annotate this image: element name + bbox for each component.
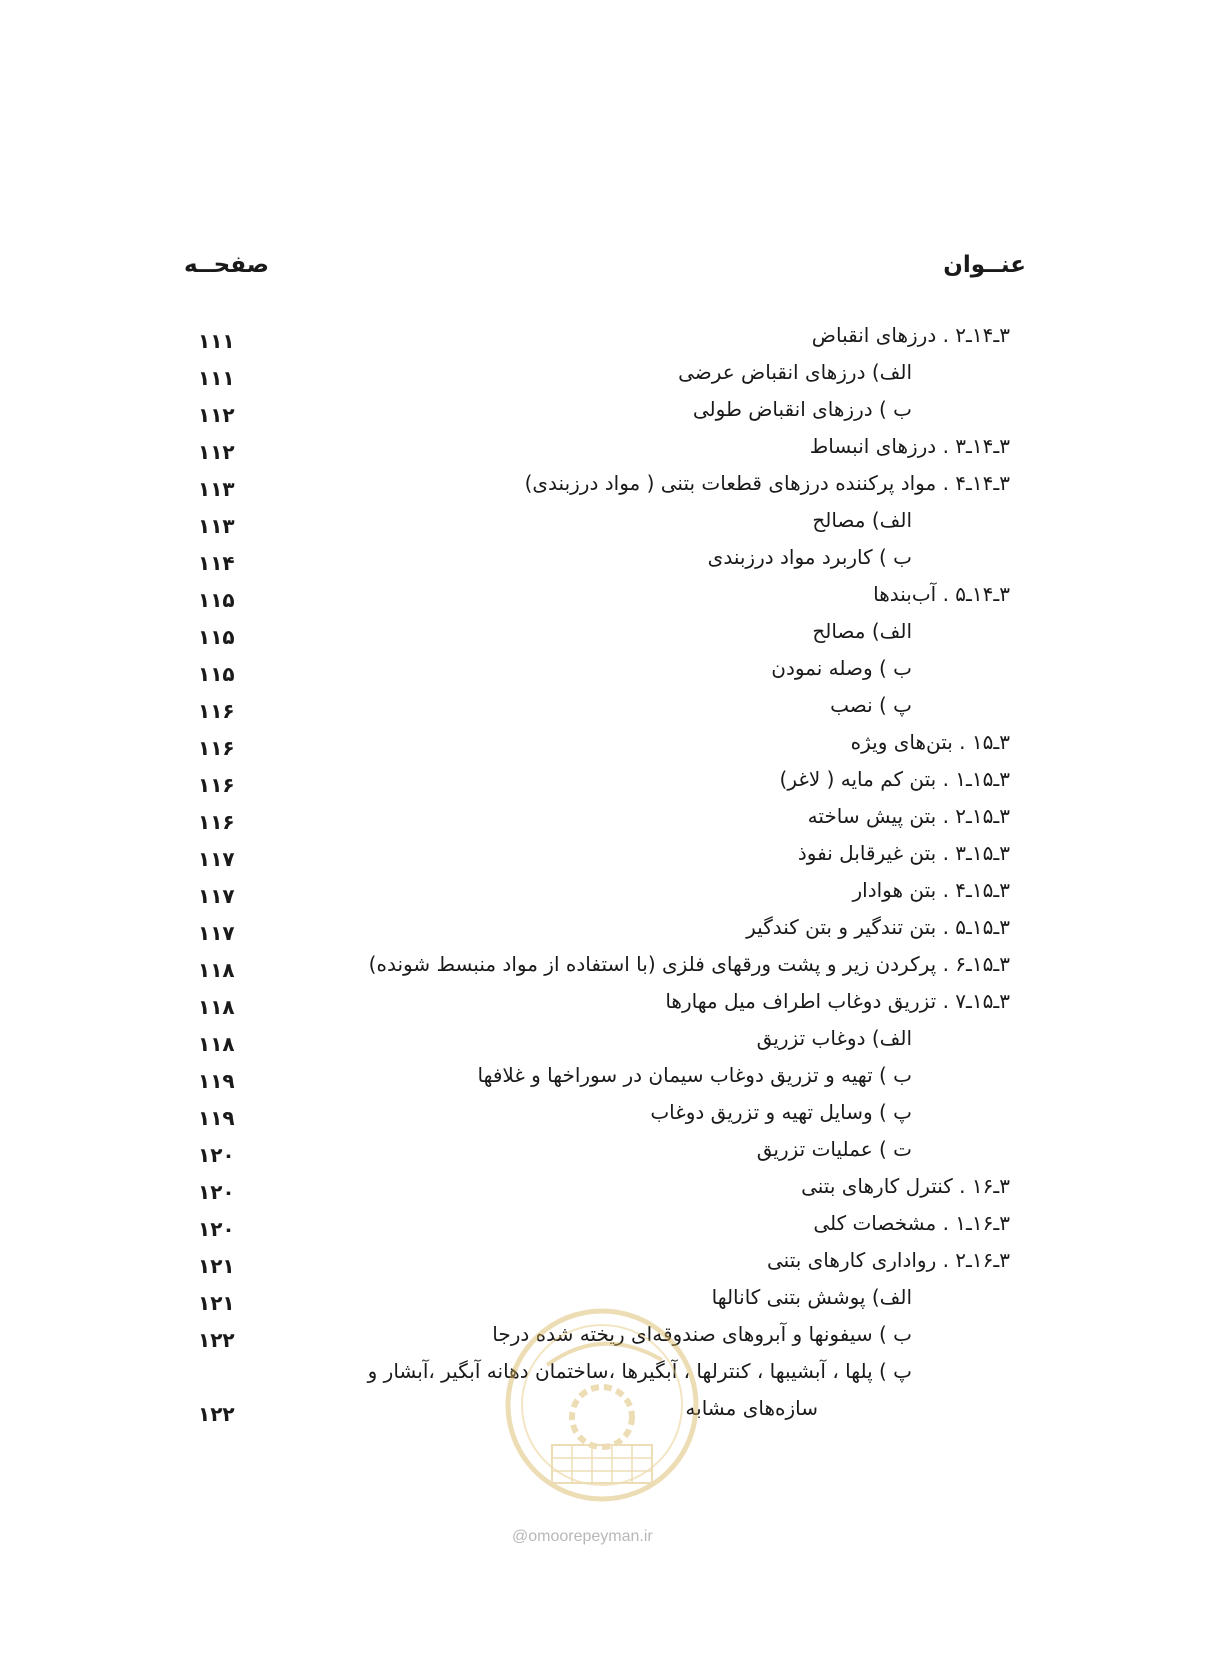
toc-entry-title: ب ) کاربرد مواد درزبندی [707, 545, 912, 569]
toc-entry [0, 1204, 1228, 1242]
toc-entry-page: ۱۱۸ [198, 958, 235, 982]
toc-entry-title: الف) دوغاب تزریق [756, 1026, 912, 1050]
toc-entry [0, 797, 1228, 835]
toc-entry-page: ۱۱۸ [198, 995, 235, 1019]
toc-entry-title: ب ) تهیه و تزریق دوغاب سیمان در سوراخها و غلافها [477, 1063, 912, 1087]
toc-entry-title: ب ) وصله نمودن [771, 656, 912, 680]
toc-entry [0, 760, 1228, 798]
toc-entry [0, 390, 1228, 428]
toc-entry-title: ۳ـ۱۵ـ۶ . پرکردن زیر و پشت ورقهای فلزی (با استفاده از مواد منبسط شونده) [368, 952, 1010, 976]
toc-entry [0, 723, 1228, 761]
toc-entry [0, 1241, 1228, 1279]
toc-entry-title: پ ) پلها ، آبشیبها ، کنترلها ، آبگیرها ،ساختمان دهانه آبگیر ،آبشار و [367, 1359, 912, 1383]
toc-entry-title: ۳ـ۱۴ـ۲ . درزهای انقباض [811, 323, 1010, 347]
toc-entry-page: ۱۱۷ [198, 847, 235, 871]
toc-entry-page: ۱۱۱ [198, 329, 235, 353]
toc-entry-page: ۱۱۷ [198, 884, 235, 908]
toc-entry [0, 1056, 1228, 1094]
toc-entry-page: ۱۱۶ [198, 699, 235, 723]
toc-entry-page: ۱۲۰ [198, 1217, 235, 1241]
toc-entry [0, 1093, 1228, 1131]
toc-entry [0, 1130, 1228, 1168]
toc-entry [0, 834, 1228, 872]
toc-entry-page: ۱۲۱ [198, 1254, 235, 1278]
toc-entry-page: ۱۱۵ [198, 662, 235, 686]
column-header-title: عنــوان [943, 252, 1026, 278]
toc-entry-title: ۳ـ۱۴ـ۴ . مواد پرکننده درزهای قطعات بتنی ( مواد درزبندی) [524, 471, 1010, 495]
toc-entry-title: ۳ـ۱۵ . بتن‌های ویژه [850, 730, 1010, 754]
toc-entry-page: ۱۱۸ [198, 1032, 235, 1056]
toc-entry [0, 908, 1228, 946]
toc-entry-title: الف) درزهای انقباض عرضی [678, 360, 912, 384]
toc-entry-page: ۱۱۲ [198, 403, 235, 427]
toc-entry-title: ۳ـ۱۴ـ۳ . درزهای انبساط [809, 434, 1010, 458]
toc-entry-title: ۳ـ۱۵ـ۷ . تزریق دوغاب اطراف میل مهارها [665, 989, 1010, 1013]
toc-entry [0, 427, 1228, 465]
toc-entry-title: ۳ـ۱۵ـ۴ . بتن هوادار [852, 878, 1010, 902]
toc-entry [0, 612, 1228, 650]
toc-entry-title: پ ) نصب [830, 693, 912, 717]
toc-entry [0, 649, 1228, 687]
toc-entry-title: ۳ـ۱۵ـ۵ . بتن تندگیر و بتن کندگیر [746, 915, 1010, 939]
toc-entry [0, 464, 1228, 502]
toc-entry-title: الف) پوشش بتنی کانالها [711, 1285, 912, 1309]
toc-entry [0, 353, 1228, 391]
column-header-page: صفحــه [184, 252, 270, 278]
toc-entry-page: ۱۱۴ [198, 551, 235, 575]
toc-entry-page: ۱۱۷ [198, 921, 235, 945]
toc-entry-title: ۳ـ۱۵ـ۳ . بتن غیرقابل نفوذ [797, 841, 1010, 865]
toc-entry-page: ۱۱۲ [198, 440, 235, 464]
toc-entry [0, 945, 1228, 983]
toc-entry-page: ۱۲۰ [198, 1143, 235, 1167]
toc-entry-title: ۳ـ۱۵ـ۱ . بتن کم مایه ( لاغر) [779, 767, 1010, 791]
toc-entry-page: ۱۱۶ [198, 773, 235, 797]
toc-entry-page: ۱۱۶ [198, 736, 235, 760]
toc-entry-page: ۱۱۹ [198, 1106, 235, 1130]
toc-entry-title: ۳ـ۱۶ . کنترل کارهای بتنی [801, 1174, 1010, 1198]
toc-entry-title: الف) مصالح [812, 508, 912, 532]
toc-entry-page: ۱۱۵ [198, 588, 235, 612]
toc-entry [0, 575, 1228, 613]
toc-entry [0, 1167, 1228, 1205]
toc-entry-page: ۱۱۶ [198, 810, 235, 834]
toc-entry-title: سازه‌های مشابه [685, 1396, 818, 1420]
toc-entry-page: ۱۱۳ [198, 477, 235, 501]
toc-entry-title: ت ) عملیات تزریق [756, 1137, 912, 1161]
toc-entry-title: ۳ـ۱۶ـ۲ . رواداری کارهای بتنی [766, 1248, 1010, 1272]
toc-entry-page: ۱۲۰ [198, 1180, 235, 1204]
toc-entry-page: ۱۲۱ [198, 1291, 235, 1315]
toc-entry [0, 538, 1228, 576]
toc-entry-title: پ ) وسایل تهیه و تزریق دوغاب [650, 1100, 912, 1124]
toc-entry-title: الف) مصالح [812, 619, 912, 643]
toc-entry-page: ۱۱۳ [198, 514, 235, 538]
toc-entry-title: ۳ـ۱۴ـ۵ . آب‌بندها [873, 582, 1010, 606]
toc-entry-title: ۳ـ۱۶ـ۱ . مشخصات کلی [813, 1211, 1010, 1235]
toc-entry [0, 686, 1228, 724]
toc-entry-page: ۱۱۱ [198, 366, 235, 390]
toc-entry [0, 316, 1228, 354]
toc-entry-title: ب ) سیفونها و آبروهای صندوقه‌ای ریخته شده درجا [492, 1322, 912, 1346]
toc-entry-page: ۱۱۵ [198, 625, 235, 649]
toc-entry-page: ۱۲۲ [198, 1328, 235, 1352]
toc-entry [0, 501, 1228, 539]
toc-entry-page: ۱۱۹ [198, 1069, 235, 1093]
toc-entry [0, 982, 1228, 1020]
toc-entry-title: ب ) درزهای انقباض طولی [692, 397, 912, 421]
toc-entry-page: ۱۲۲ [198, 1402, 235, 1426]
toc-entry-title: ۳ـ۱۵ـ۲ . بتن پیش ساخته [807, 804, 1010, 828]
watermark-url: @omoorepeyman.ir [512, 1528, 653, 1545]
toc-entry [0, 1019, 1228, 1057]
watermark-logo [502, 1305, 702, 1505]
toc-entry [0, 871, 1228, 909]
